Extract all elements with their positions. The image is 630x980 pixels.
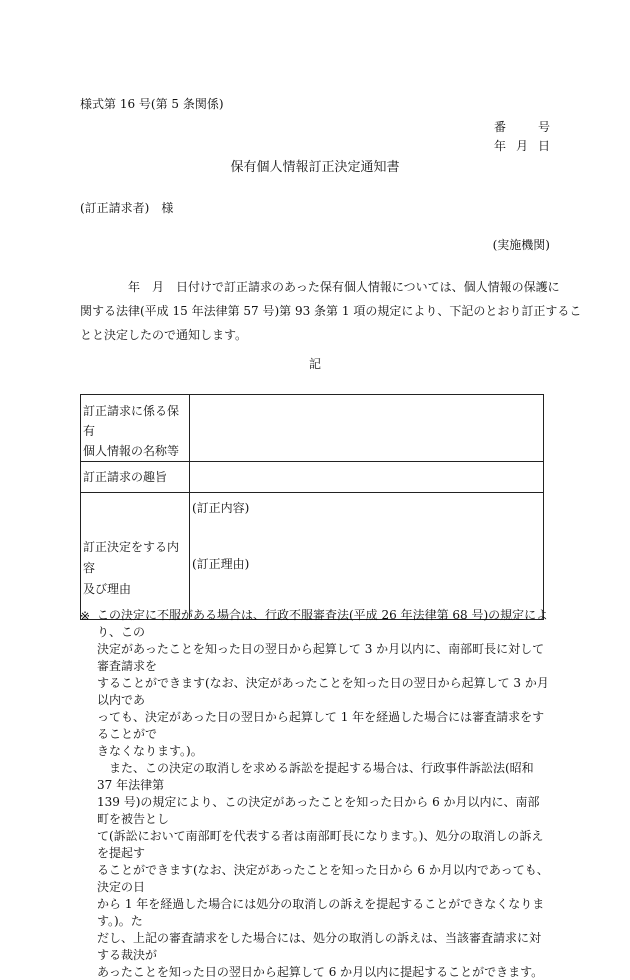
note-line-text: っても、決定があった日の翌日から起算して 1 年を経過した場合には審査請求をすることがで <box>97 710 545 741</box>
note-line-text: ることができます(なお、決定があったことを知った日から 6 か月以内であっても、決定の日 <box>97 863 549 894</box>
row3-value <box>190 493 544 620</box>
row2-label-text: 訂正請求の趣旨 <box>83 470 168 484</box>
date-year: 年 <box>494 139 507 153</box>
body-line-text: 関する法律(平成 15 年法律第 57 号)第 93 条第 1 項の規定により、下記のとおり訂正するこ <box>80 304 582 318</box>
note-line-text: 決定があったことを知った日の翌日から起算して 3 か月以内に、南部町長に対して審査請求を <box>97 642 545 673</box>
note-lines <box>97 606 550 980</box>
recipient: (訂正請求者) 様 <box>80 201 174 215</box>
note-mark: ※ <box>80 609 91 623</box>
note-line-text: から 1 年を経過した場合には処分の取消しの訴えを提起することができなくなります。)。た <box>97 897 545 928</box>
note-line <box>97 674 550 708</box>
row3-label <box>81 493 190 620</box>
row2-label <box>81 462 190 493</box>
row3-label-line-1: 訂正決定をする内容 <box>83 540 180 575</box>
body-line-text: とと決定したので通知します。 <box>80 328 248 342</box>
row3-label-line-2: 及び理由 <box>83 582 132 596</box>
note-line <box>97 640 550 674</box>
note-line <box>97 606 550 640</box>
body-line <box>80 275 560 299</box>
body-text <box>80 275 582 347</box>
body-line-text: 年 月 日付けで訂正請求のあった保有個人情報については、個人情報の保護に <box>80 280 560 294</box>
correction-content-label: (訂正内容) <box>192 501 250 515</box>
note-line <box>97 742 550 759</box>
table-row <box>81 395 544 462</box>
row1-label-line-2: 個人情報の名称等 <box>83 444 180 458</box>
ki-heading: 記 <box>308 357 321 371</box>
note-line-text: 139 号)の規定により、この決定があったことを知った日から 6 か月以内に、南部町を被告とし <box>97 795 540 826</box>
correction-reason-label: (訂正理由) <box>192 557 250 571</box>
note-line-text: きなくなります。)。 <box>97 744 203 758</box>
note-line <box>97 708 550 742</box>
note-text <box>97 606 550 980</box>
decision-table <box>80 394 544 620</box>
note-line-text: この決定に不服がある場合は、行政不服審査法(平成 26 年法律第 68 号)の規定により、この <box>97 608 549 639</box>
note-line-text: だし、上記の審査請求をした場合には、処分の取消しの訴えは、当該審査請求に対する裁決が <box>97 931 542 962</box>
note-line-text: することができます(なお、決定があったことを知った日の翌日から起算して 3 か月以内であ <box>97 676 549 707</box>
number-label-1: 番 <box>494 120 507 134</box>
note-line <box>97 861 550 895</box>
body-line <box>80 299 582 323</box>
note-line <box>97 793 550 827</box>
number-label-2: 号 <box>537 120 550 134</box>
table-row <box>81 493 544 620</box>
row1-value <box>190 395 544 462</box>
form-number: 様式第 16 号(第 5 条関係) <box>80 97 224 111</box>
note-line <box>97 827 550 861</box>
document-date <box>494 138 550 154</box>
date-month: 月 <box>515 139 528 153</box>
table-row <box>81 462 544 493</box>
note-line <box>97 963 550 980</box>
note-line <box>97 759 550 793</box>
note-line <box>97 895 550 929</box>
date-day: 日 <box>537 139 550 153</box>
note-line-text: て(訴訟において南部町を代表する者は南部町長になります。)、処分の取消しの訴えを提起す <box>97 829 544 860</box>
document-title: 保有個人情報訂正決定通知書 <box>230 160 400 175</box>
note-line-text: また、この決定の取消しを求める訴訟を提起する場合は、行政事件訴訟法(昭和 37 年法律第 <box>97 761 534 792</box>
row1-label <box>81 395 190 462</box>
note-line-text: あったことを知った日の翌日から起算して 6 か月以内に提起することができます。 <box>97 965 544 979</box>
document-number <box>494 119 550 135</box>
body-line <box>80 323 550 347</box>
row2-value <box>190 462 544 493</box>
row1-label-line-1: 訂正請求に係る保有 <box>83 404 180 438</box>
note-line <box>97 929 550 963</box>
agency: (実施機関) <box>492 238 550 252</box>
